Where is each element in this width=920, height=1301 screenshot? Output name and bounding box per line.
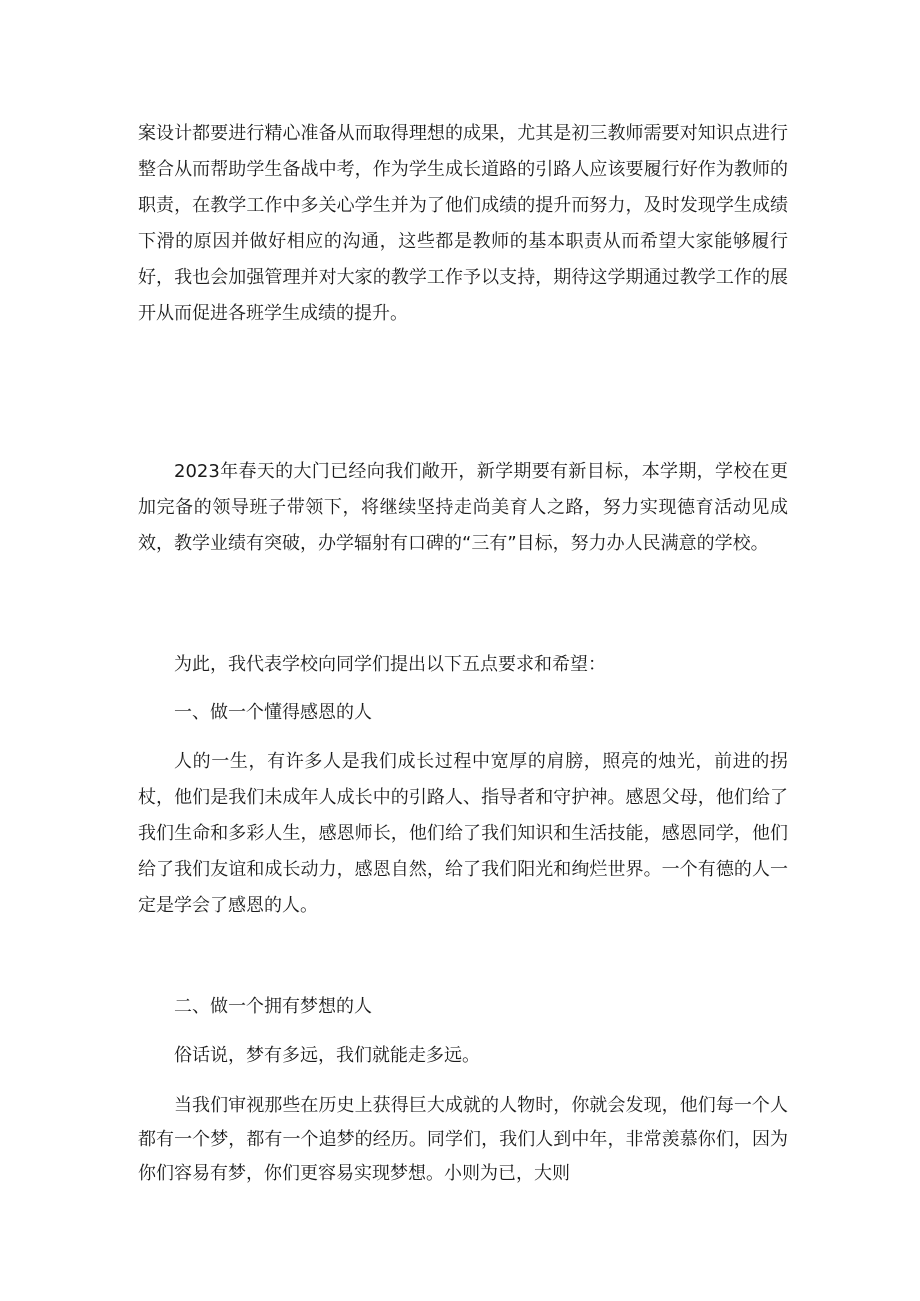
paragraph-teacher-duties: 案设计都要进行精心准备从而取得理想的成果，尤其是初三教师需要对知识点进行整合从而帮助学生备战中考，作为学生成长道路的引路人应该要履行好作为教师的职责，在教学工作中多关心学生并为了他们成绩的提升而努力，及时发现学生成绩下滑的原因并做好相应的沟通，这些都是教师的基本职责从而希望大家能够履行好，我也会加强管理并对大家的教学工作予以支持，期待这学期通过教学工作的展开从而促进各班学生成绩的提升。 (138, 123, 788, 324)
section-heading-dream: 二、做一个拥有梦想的人 (174, 996, 372, 1017)
paragraph-gratitude: 人的一生，有许多人是我们成长过程中宽厚的肩膀，照亮的烛光，前进的拐杖，他们是我们未成年人成长中的引路人、指导者和守护神。感恩父母，他们给了我们生命和多彩人生，感恩师长，他们给了我们知识和生活技能，感恩同学，他们给了我们友谊和成长动力，感恩自然，给了我们阳光和绚烂世界。一个有德的人一定是学会了感恩的人。 (138, 751, 788, 916)
paragraph-five-requests: 为此，我代表学校向同学们提出以下五点要求和希望： (174, 654, 606, 675)
section-heading-gratitude: 一、做一个懂得感恩的人 (174, 702, 372, 723)
paragraph-new-semester: 2023年春天的大门已经向我们敞开，新学期要有新目标，本学期，学校在更加完备的领导班子带领下，将继续坚持走尚美育人之路，努力实现德育活动见成效，教学业绩有突破，办学辐射有口碑的“三有”目标，努力办人民满意的学校。 (138, 461, 788, 554)
paragraph-dream-saying: 俗话说，梦有多远，我们就能走多远。 (174, 1045, 480, 1066)
paragraph-dream-history: 当我们审视那些在历史上获得巨大成就的人物时，你就会发现，他们每一个人都有一个梦，都有一个追梦的经历。同学们，我们人到中年，非常羡慕你们，因为你们容易有梦，你们更容易实现梦想。小则为已，大则 (138, 1095, 788, 1184)
